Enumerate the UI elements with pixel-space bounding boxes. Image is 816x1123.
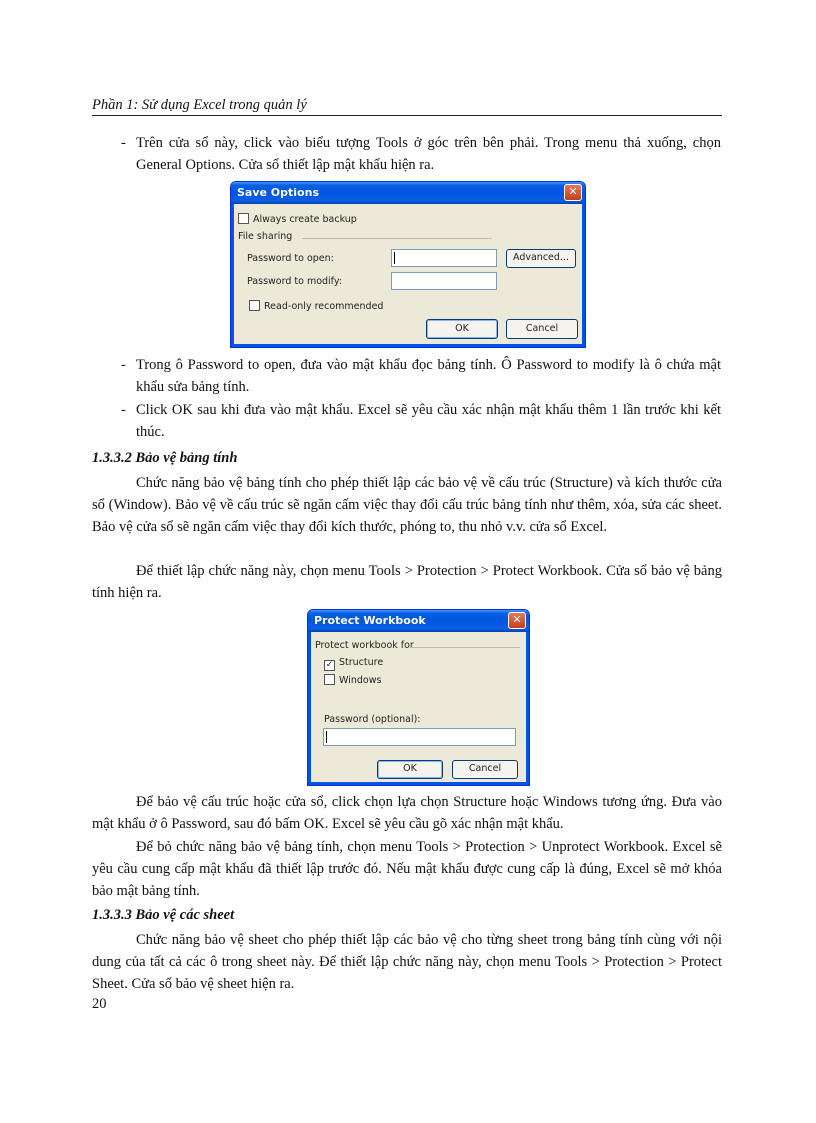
password-input[interactable] [323,728,516,746]
dialog-titlebar [231,182,585,204]
dialog-body [231,204,585,347]
bullet-dash: - [121,135,126,151]
bullet-dash: - [121,402,126,418]
bullet-item [121,354,721,398]
bullet-text: Trong ô Password to open, đưa vào mật khẩu đọc bảng tính. Ô Password to modify là ô chứa mật khẩu sửa bảng tính. [136,357,721,395]
protect-workbook-dialog [307,609,530,786]
text-caret [394,252,395,264]
section-heading: 1.3.3.3 Bảo vệ các sheet [92,907,235,923]
structure-option[interactable] [324,657,383,671]
paragraph: Để bảo vệ cấu trúc hoặc cửa sổ, click chọn lựa chọn Structure hoặc Windows tương ứng. Đưa vào mật khẩu ở ô Password, sau đó bấm OK. Excel sẽ yêu cầu gõ xác nhận mật khẩu. [92,794,722,832]
close-icon[interactable]: ✕ [564,184,582,201]
protect-group-label: Protect workbook for [315,640,414,651]
dialog-titlebar [308,610,529,632]
windows-checkbox[interactable] [324,674,335,685]
text-caret [326,731,327,743]
bullet-item [121,132,721,176]
ok-button[interactable]: OK [426,319,498,339]
close-icon[interactable]: ✕ [508,612,526,629]
windows-option[interactable] [324,674,381,686]
dialog-body [308,632,529,785]
readonly-label: Read-only recommended [264,301,384,312]
always-backup-checkbox[interactable] [238,213,249,224]
cancel-button[interactable]: Cancel [506,319,578,339]
group-divider [411,647,520,648]
section-heading: 1.3.3.2 Bảo vệ bảng tính [92,450,238,466]
password-open-label: Password to open: [247,253,334,264]
save-options-dialog [230,181,586,348]
readonly-option[interactable] [249,300,383,312]
password-modify-input[interactable] [391,272,497,290]
paragraph: Để bỏ chức năng bảo vệ bảng tính, chọn menu Tools > Protection > Unprotect Workbook. Excel sẽ yêu cầu cung cấp mật khẩu đã thiết lập trước đó. Nếu mật khẩu được cung cấp là đúng, Excel sẽ mở khóa bảo mật bảng tính. [92,839,722,899]
bullet-item [121,399,721,443]
bullet-dash: - [121,357,126,373]
group-divider [302,238,492,239]
cancel-button[interactable]: Cancel [452,760,518,779]
paragraph: Chức năng bảo vệ sheet cho phép thiết lập các bảo vệ cho từng sheet trong bảng tính cùng với nội dung của tất cả các ô trong sheet này. Để thiết lập chức năng này, chọn menu Tools > Protection > Protect Sheet. Cửa sổ bảo vệ sheet hiện ra. [92,932,722,992]
dialog-title: Save Options [237,186,319,199]
page-number: 20 [92,996,107,1012]
readonly-checkbox[interactable] [249,300,260,311]
structure-label: Structure [339,657,384,668]
password-label: Password (optional): [324,714,421,725]
structure-checkbox[interactable]: ✓ [325,660,334,670]
file-sharing-group-label: File sharing [238,231,293,242]
page-header: Phần 1: Sử dụng Excel trong quản lý [92,96,722,116]
dialog-title: Protect Workbook [314,614,426,627]
paragraph: Để thiết lập chức năng này, chọn menu Tools > Protection > Protect Workbook. Cửa sổ bảo vệ bảng tính hiện ra. [92,563,722,601]
password-open-input[interactable] [391,249,497,267]
bullet-text: Trên cửa sổ này, click vào biểu tượng Tools ở góc trên bên phải. Trong menu thả xuống, chọn General Options. Cửa sổ thiết lập mật khẩu hiện ra. [136,135,721,173]
always-backup-label: Always create backup [253,214,357,225]
bullet-text: Click OK sau khi đưa vào mật khẩu. Excel sẽ yêu cầu xác nhận mật khẩu thêm 1 lần trước khi kết thúc. [136,402,721,440]
ok-button[interactable]: OK [377,760,443,779]
paragraph: Chức năng bảo vệ bảng tính cho phép thiết lập các bảo vệ về cấu trúc (Structure) và kích thước cửa sổ (Window). Bảo vệ về cấu trúc sẽ ngăn cấm việc thay đổi cấu trúc bảng tính như thêm, xóa, sửa các sheet. Bảo vệ cửa sổ sẽ ngăn cấm việc thay đổi kích thước, phóng to, thu nhỏ v.v. cửa sổ Excel. [92,475,722,535]
always-backup-option[interactable] [238,213,357,225]
advanced-button[interactable]: Advanced... [506,249,576,268]
password-modify-label: Password to modify: [247,276,342,287]
windows-label: Windows [339,675,382,686]
